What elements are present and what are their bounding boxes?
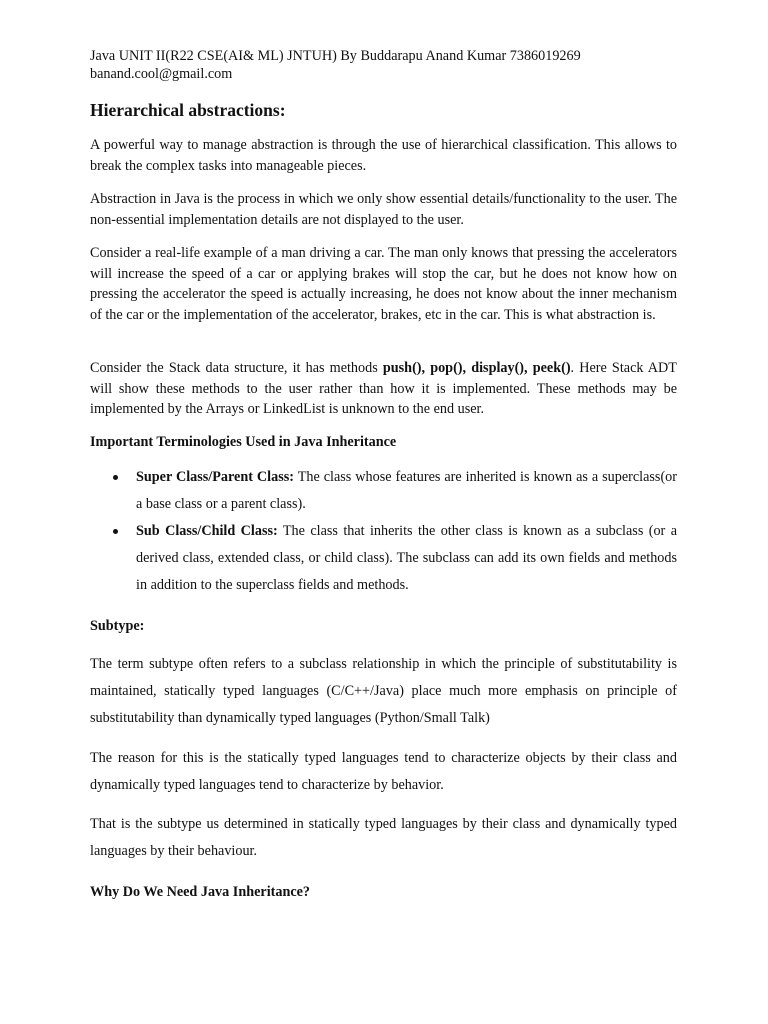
paragraph-abstraction-definition: Abstraction in Java is the process in which we only show essential details/functionality to the user. The non-essential implementation details are not displayed to the user. [90,191,677,228]
why-inheritance-heading: Why Do We Need Java Inheritance? [90,884,311,900]
stack-methods: push(), pop(), display(), peek() [382,360,571,376]
page-title: Hierarchical abstractions: [90,100,286,120]
paragraph-stack-example [90,358,677,420]
bullet-icon [113,529,118,534]
term-sub-class: Sub Class/Child Class: [136,523,278,539]
term-super-class: Super Class/Parent Class: [136,469,294,485]
terminology-list [90,464,677,599]
header-email: banand.cool@gmail.com [90,66,233,82]
header-course-line: Java UNIT II(R22 CSE(AI& ML) JNTUH) By Buddarapu Anand Kumar 7386019269 [90,48,581,64]
paragraph-subtype-determination: That is the subtype us determined in statically typed languages by their class and dynamically typed languages by their behaviour. [90,816,677,859]
terminology-heading: Important Terminologies Used in Java Inheritance [90,434,397,450]
paragraph-hierarchical-classification: A powerful way to manage abstraction is through the use of hierarchical classification. This allows to break the complex tasks into manageable pieces. [90,137,677,174]
term-super-class-text: The class whose features are inherited is known as a superclass(or a base class or a parent class). [136,469,677,512]
subtype-heading: Subtype: [90,618,145,634]
bullet-icon [113,475,118,480]
term-sub-class-text: The class that inherits the other class is known as a subclass (or a derived class, extended class, or child class). The subclass can add its own fields and methods in addition to the superclass fields and methods. [136,523,677,593]
paragraph-subtype-reason: The reason for this is the statically typed languages tend to characterize objects by their class and dynamically typed languages tend to characterize by behavior. [90,750,677,793]
list-item-sub-class [90,518,677,599]
stack-text-after: . Here Stack ADT will show these methods to the user rather than how it is implemented. These methods may be implemented by the Arrays or LinkedList is unknown to the end user. [90,360,677,417]
list-item-super-class [90,464,677,518]
paragraph-car-example: Consider a real-life example of a man driving a car. The man only knows that pressing the accelerators will increase the speed of a car or applying brakes will stop the car, but he does not know how on pressing the accelerator the speed is actually increasing, he does not know about the inner mechanism of the car or the implementation of the accelerator, brakes, etc in the car. This is what abstraction is. [90,245,677,323]
paragraph-subtype-definition: The term subtype often refers to a subclass relationship in which the principle of substitutability is maintained, statically typed languages (C/C++/Java) place much more emphasis on principle of substitutability than dynamically typed languages (Python/Small Talk) [90,656,677,726]
stack-text-before: Consider the Stack data structure, it has methods [90,360,383,376]
page-header [90,47,690,83]
